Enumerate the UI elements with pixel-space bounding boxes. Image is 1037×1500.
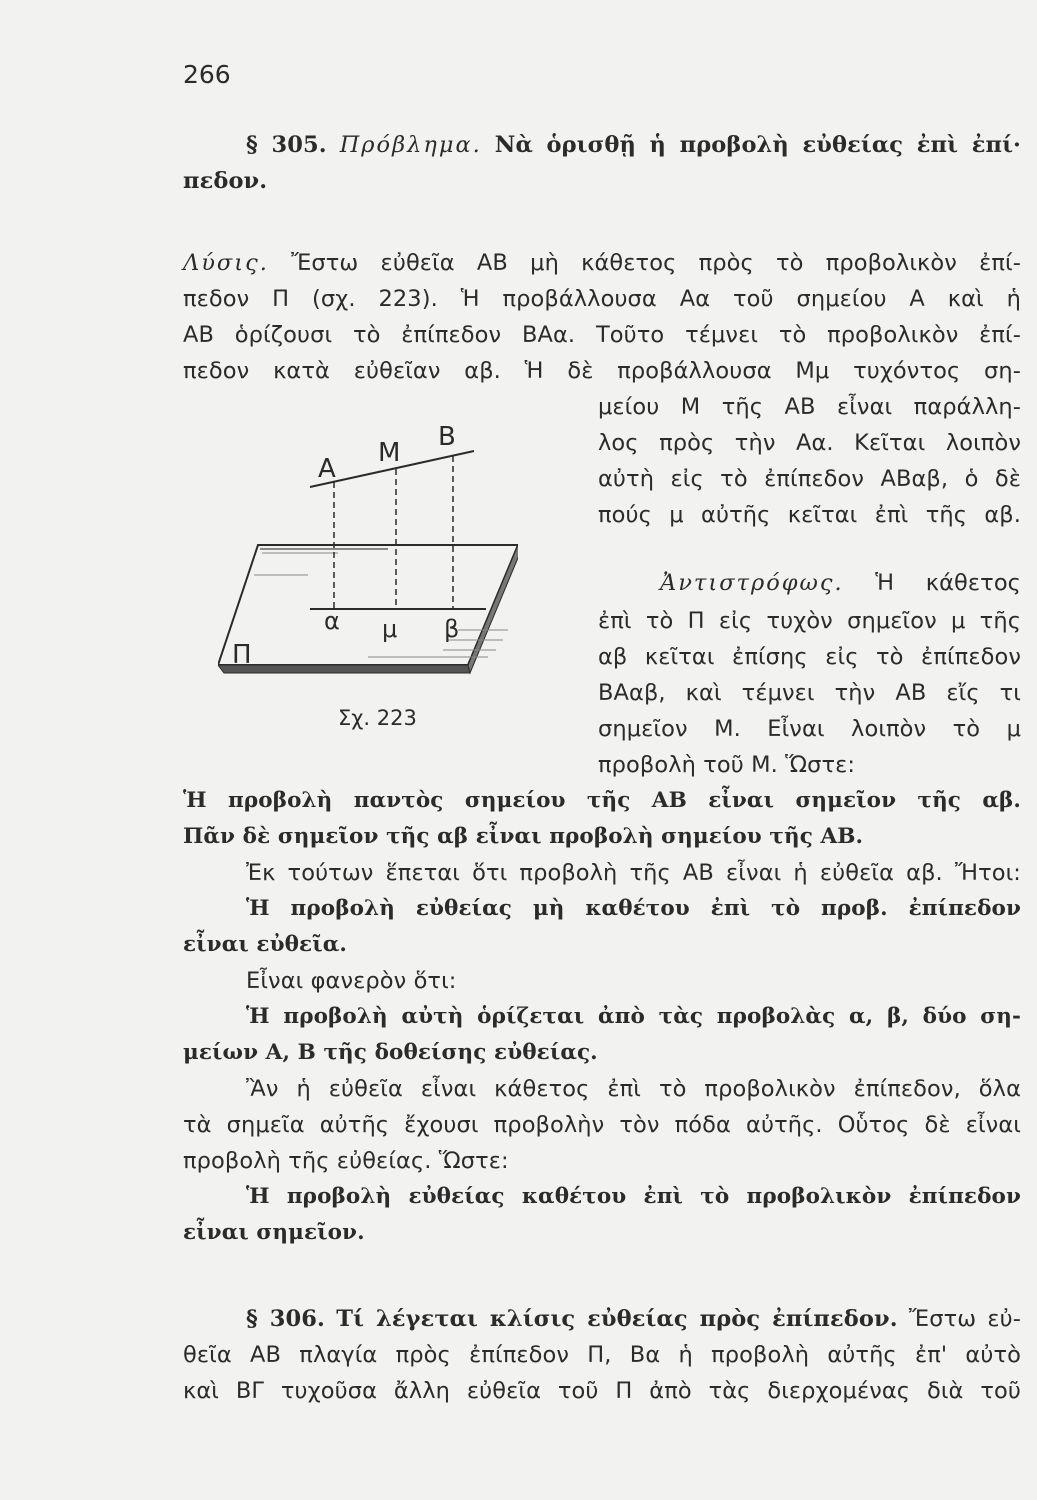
bold-statement: Ἡ προβολὴ παντὸς σημείου τῆς ΑΒ εἶναι σημεῖον τῆς αβ. [183,788,1021,813]
s305-title-2: πεδον. [183,168,268,194]
text-line: πεδον Π (σχ. 223). Ἡ προβάλλουσα Αα τοῦ σημείου Α καὶ ἡ [183,286,1021,312]
text-line: αβ κεῖται ἐπίσης εἰς τὸ ἐπίπεδον [598,644,1021,670]
text-line: αὐτὴ εἰς τὸ ἐπίπεδον ΑΒαβ, ὁ δὲ [598,466,1021,492]
bold-statement: εἶναι σημεῖον. [183,1220,365,1245]
bold-statement: Ἡ προβολὴ αὐτὴ ὁρίζεται ἀπὸ τὰς προβολὰς α, β, δύο ση- [246,1004,1021,1029]
text-line: ΑΒ ὁρίζουσι τὸ ἐπίπεδον ΒΑα. Τοῦτο τέμνει τὸ προβολικὸν ἐπί- [183,322,1021,348]
label-P: Π [232,640,252,670]
s305-label: Πρόβλημα. [339,132,482,158]
bold-statement: Ἡ προβολὴ εὐθείας μὴ καθέτου ἐπὶ τὸ προβ. ἐπίπεδον [246,896,1021,921]
figure-caption: Σχ. 223 [338,706,417,730]
label-A: A [318,454,336,484]
text-span: Ἡ κάθετος [875,570,1021,596]
text-line: Εἶναι φανερὸν ὅτι: [246,968,457,994]
text-line: προβολὴ τοῦ Μ. Ὥστε: [598,752,856,778]
label-M: M [378,438,401,468]
text-line: μείου Μ τῆς ΑΒ εἶναι παράλλη- [598,394,1021,420]
text-line: θεῖα ΑΒ πλαγία πρὸς ἐπίπεδον Π, Βα ἡ προβολὴ αὐτῆς ἐπ' αὐτὸ [183,1342,1021,1368]
text-line [660,566,1021,600]
text-line: ἐπὶ τὸ Π εἰς τυχὸν σημεῖον μ τῆς [598,608,1021,634]
label-beta: β [444,615,460,643]
s306-title: Τί λέγεται κλίσις εὐθείας πρὸς ἐπίπεδον. [336,1306,898,1332]
bold-statement: Ἡ προβολὴ εὐθείας καθέτου ἐπὶ τὸ προβολικὸν ἐπίπεδον [246,1184,1021,1209]
text-line: πούς μ αὐτῆς κεῖται ἐπὶ τῆς αβ. [598,502,1021,528]
s306-number: § 306. [246,1306,325,1332]
text-span: Ἔστω εὐθεῖα ΑΒ μὴ κάθετος πρὸς τὸ προβολικὸν ἐπί- [291,250,1021,276]
lysis-label: Λύσις. [183,250,269,276]
text-line: τὰ σημεῖα αὐτῆς ἔχουσι προβολὴν τὸν πόδα αὐτῆς. Οὗτος δὲ εἶναι [183,1112,1021,1138]
text-line: ΒΑαβ, καὶ τέμνει τὴν ΑΒ εἴς τι [598,680,1021,706]
s305-number: § 305. [246,132,327,158]
s305-title: Νὰ ὁρισθῇ ἡ προβολὴ εὐθείας ἐπὶ ἐπί· [494,132,1021,158]
text-line [183,246,1021,280]
antistrofos-label: Ἀντιστρόφως. [660,570,844,596]
figure-223 [218,415,518,745]
text-line: προβολὴ τῆς εὐθείας. Ὥστε: [183,1148,509,1174]
page-number: 266 [183,60,231,89]
s305-title-cont [183,164,1021,198]
text-line: σημεῖον Μ. Εἶναι λοιπὸν τὸ μ [598,716,1021,742]
bold-statement: εἶναι εὐθεῖα. [183,932,347,957]
text-line: λος πρὸς τὴν Αα. Κεῖται λοιπὸν [598,430,1021,456]
text-line: πεδον κατὰ εὐθεῖαν αβ. Ἡ δὲ προβάλλουσα Μμ τυχόντος ση- [183,358,1021,384]
text-line: Ἂν ἡ εὐθεῖα εἶναι κάθετος ἐπὶ τὸ προβολικὸν ἐπίπεδον, ὅλα [246,1076,1021,1102]
s305-heading [246,128,1021,162]
text-line: Ἐκ τούτων ἕπεται ὅτι προβολὴ τῆς ΑΒ εἶναι ἡ εὐθεῖα αβ. Ἤτοι: [246,860,1021,886]
text-line: καὶ ΒΓ τυχοῦσα ἄλλη εὐθεῖα τοῦ Π ἀπὸ τὰς διερχομένας διὰ τοῦ [183,1378,1021,1404]
bold-statement: Πᾶν δὲ σημεῖον τῆς αβ εἶναι προβολὴ σημείου τῆς ΑΒ. [183,824,864,849]
text-span: Ἔστω εὐ- [908,1306,1021,1332]
label-B: B [438,422,456,452]
s306-heading [246,1302,1021,1336]
label-mu: μ [382,615,398,643]
label-alpha: α [324,607,340,635]
bold-statement: μείων Α, Β τῆς δοθείσης εὐθείας. [183,1040,598,1065]
